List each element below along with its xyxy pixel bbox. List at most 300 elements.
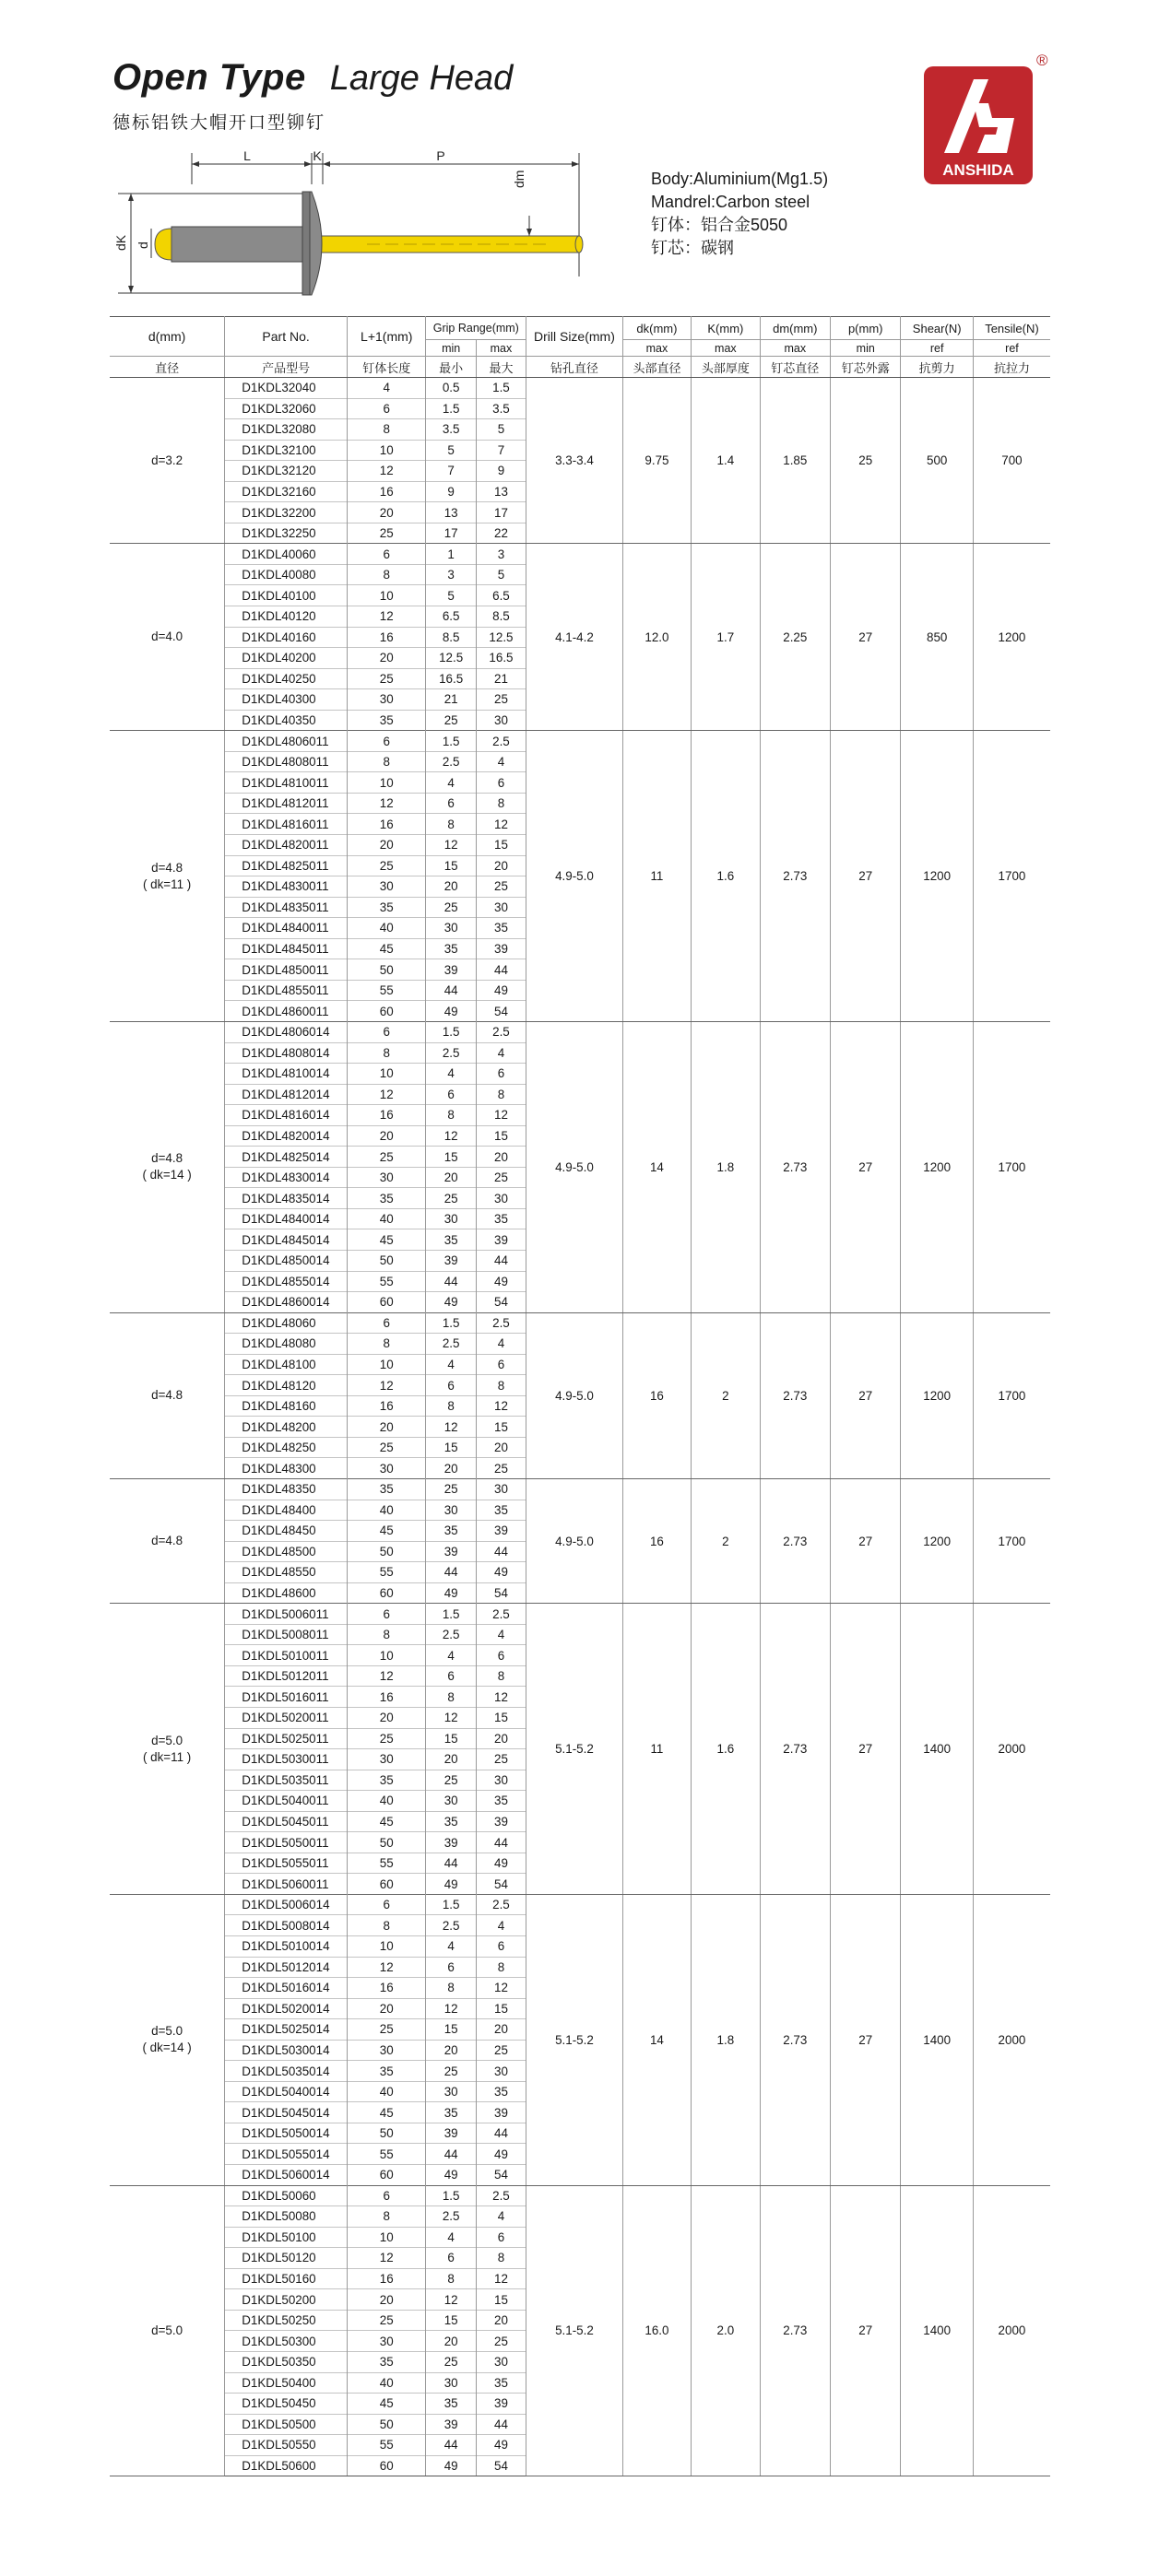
cell-part-no: D1KDL5006011 <box>225 1604 348 1625</box>
mandrel-tip <box>575 236 583 253</box>
cell-part-no: D1KDL50200 <box>225 2289 348 2311</box>
cell-k: 2 <box>692 1312 760 1478</box>
cell-grip-max: 8.5 <box>476 606 526 628</box>
cell-grip-min: 44 <box>426 1562 476 1583</box>
cell-grip-max: 54 <box>476 2455 526 2476</box>
cell-grip-min: 12 <box>426 1417 476 1438</box>
cell-length: 50 <box>347 1832 426 1853</box>
cell-dk: 16 <box>622 1478 691 1603</box>
cell-length: 10 <box>347 1064 426 1085</box>
cell-grip-min: 1.5 <box>426 1604 476 1625</box>
cell-length: 20 <box>347 1125 426 1147</box>
cell-length: 8 <box>347 419 426 441</box>
cell-part-no: D1KDL5060014 <box>225 2165 348 2186</box>
cell-grip-max: 35 <box>476 1791 526 1812</box>
cell-length: 8 <box>347 1624 426 1645</box>
cell-grip-min: 1.5 <box>426 2185 476 2206</box>
cell-grip-max: 54 <box>476 1001 526 1022</box>
cell-length: 35 <box>347 1188 426 1209</box>
cell-grip-min: 1.5 <box>426 1021 476 1042</box>
th-part-no: Part No. <box>225 317 348 357</box>
cell-dk: 16 <box>622 1312 691 1478</box>
cell-part-no: D1KDL5040011 <box>225 1791 348 1812</box>
cell-shear: 1200 <box>901 1312 973 1478</box>
cell-part-no: D1KDL5012011 <box>225 1665 348 1687</box>
cell-grip-min: 2.5 <box>426 1334 476 1355</box>
cell-p: 27 <box>831 1021 901 1312</box>
cell-part-no: D1KDL48200 <box>225 1417 348 1438</box>
cell-part-no: D1KDL40300 <box>225 689 348 711</box>
table-row <box>110 731 1050 752</box>
cell-grip-max: 15 <box>476 1125 526 1147</box>
cell-grip-max: 35 <box>476 1208 526 1229</box>
cell-part-no: D1KDL48500 <box>225 1541 348 1562</box>
label-dK: dK <box>113 234 128 251</box>
cell-grip-max: 49 <box>476 980 526 1001</box>
cell-grip-min: 2.5 <box>426 2206 476 2228</box>
cell-grip-max: 12 <box>476 2268 526 2289</box>
table-row <box>110 2185 1050 2206</box>
cell-grip-max: 30 <box>476 1188 526 1209</box>
cell-part-no: D1KDL4820014 <box>225 1125 348 1147</box>
cell-length: 16 <box>347 1395 426 1417</box>
cell-grip-max: 39 <box>476 1811 526 1832</box>
cell-grip-max: 39 <box>476 2102 526 2123</box>
spec-mandrel-cn: 钉芯：碳钢 <box>651 239 734 257</box>
cell-grip-min: 1.5 <box>426 1312 476 1334</box>
cell-grip-max: 20 <box>476 1147 526 1168</box>
cell-part-no: D1KDL4808011 <box>225 751 348 772</box>
cell-grip-min: 35 <box>426 1229 476 1251</box>
cell-grip-max: 20 <box>476 2019 526 2041</box>
cell-length: 20 <box>347 835 426 856</box>
title-main: Open Type <box>112 57 306 98</box>
th-cn-min: 最小 <box>426 357 476 378</box>
cell-k: 1.8 <box>692 1894 760 2185</box>
cell-grip-min: 39 <box>426 1832 476 1853</box>
cell-grip-min: 8 <box>426 1395 476 1417</box>
cell-grip-min: 25 <box>426 1770 476 1791</box>
th-dm-max: max <box>760 340 830 357</box>
table-row <box>110 1604 1050 1625</box>
cell-length: 6 <box>347 1021 426 1042</box>
cell-grip-max: 22 <box>476 523 526 544</box>
cell-grip-max: 5 <box>476 419 526 441</box>
cell-part-no: D1KDL5050011 <box>225 1832 348 1853</box>
cell-grip-min: 44 <box>426 2435 476 2456</box>
cell-grip-max: 6 <box>476 1354 526 1375</box>
cell-length: 8 <box>347 564 426 585</box>
cell-grip-min: 4 <box>426 1936 476 1958</box>
cell-grip-max: 12 <box>476 1687 526 1708</box>
cell-part-no: D1KDL4810014 <box>225 1064 348 1085</box>
cell-part-no: D1KDL40160 <box>225 627 348 648</box>
cell-part-no: D1KDL5045011 <box>225 1811 348 1832</box>
cell-grip-min: 30 <box>426 1500 476 1521</box>
cell-grip-min: 20 <box>426 1749 476 1770</box>
cell-shear: 500 <box>901 378 973 544</box>
cell-grip-max: 35 <box>476 1500 526 1521</box>
cell-grip-min: 35 <box>426 2394 476 2415</box>
cell-diameter: d=4.8 ( dk=11 ) <box>110 731 225 1022</box>
cell-length: 8 <box>347 2206 426 2228</box>
cell-part-no: D1KDL32060 <box>225 398 348 419</box>
cell-length: 16 <box>347 1978 426 1999</box>
cell-length: 60 <box>347 1292 426 1313</box>
cell-tensile: 1700 <box>973 1478 1050 1603</box>
cell-part-no: D1KDL4825011 <box>225 855 348 876</box>
cell-length: 6 <box>347 398 426 419</box>
cell-part-no: D1KDL4830014 <box>225 1167 348 1188</box>
cell-part-no: D1KDL50120 <box>225 2248 348 2269</box>
cell-tensile: 1200 <box>973 544 1050 731</box>
spec-body-cn: 钉体：铝合金5050 <box>651 216 788 234</box>
cell-grip-max: 20 <box>476 2310 526 2331</box>
cell-dm: 1.85 <box>760 378 830 544</box>
cell-length: 40 <box>347 918 426 939</box>
cell-part-no: D1KDL32160 <box>225 481 348 502</box>
cell-grip-min: 8 <box>426 1105 476 1126</box>
cell-grip-min: 12 <box>426 1125 476 1147</box>
cell-length: 40 <box>347 1208 426 1229</box>
cell-grip-min: 30 <box>426 1791 476 1812</box>
cell-grip-max: 6 <box>476 772 526 794</box>
spec-mandrel: Mandrel:Carbon steel <box>651 193 810 211</box>
cell-k: 1.8 <box>692 1021 760 1312</box>
cell-length: 20 <box>347 648 426 669</box>
cell-grip-min: 2.5 <box>426 1915 476 1936</box>
cell-grip-max: 15 <box>476 1998 526 2019</box>
th-cn-max: 最大 <box>476 357 526 378</box>
cell-part-no: D1KDL50350 <box>225 2351 348 2372</box>
cell-grip-min: 8 <box>426 1687 476 1708</box>
cell-grip-max: 15 <box>476 2289 526 2311</box>
cell-grip-min: 5 <box>426 440 476 461</box>
cell-part-no: D1KDL5008011 <box>225 1624 348 1645</box>
cell-grip-max: 35 <box>476 2372 526 2394</box>
cell-diameter: d=4.8 ( dk=14 ) <box>110 1021 225 1312</box>
cell-grip-min: 6 <box>426 793 476 814</box>
cell-part-no: D1KDL48600 <box>225 1582 348 1604</box>
cell-grip-min: 15 <box>426 2310 476 2331</box>
cell-length: 30 <box>347 1458 426 1479</box>
th-p-min: min <box>831 340 901 357</box>
cell-length: 40 <box>347 2372 426 2394</box>
cell-grip-min: 25 <box>426 897 476 918</box>
cell-grip-max: 8 <box>476 1957 526 1978</box>
th-cn-k: 头部厚度 <box>692 357 760 378</box>
cell-grip-min: 0.5 <box>426 378 476 399</box>
cell-grip-min: 35 <box>426 1521 476 1542</box>
cell-part-no: D1KDL48350 <box>225 1478 348 1500</box>
cell-grip-min: 3 <box>426 564 476 585</box>
cell-length: 20 <box>347 1708 426 1729</box>
cell-length: 55 <box>347 2435 426 2456</box>
cell-dm: 2.25 <box>760 544 830 731</box>
cell-shear: 1200 <box>901 731 973 1022</box>
cell-grip-max: 4 <box>476 751 526 772</box>
cell-grip-max: 6.5 <box>476 585 526 606</box>
cell-grip-max: 30 <box>476 1478 526 1500</box>
cell-grip-max: 25 <box>476 2040 526 2061</box>
cell-dm: 2.73 <box>760 1478 830 1603</box>
cell-length: 25 <box>347 2019 426 2041</box>
rivet-body <box>171 227 312 262</box>
th-dm: dm(mm) <box>760 317 830 340</box>
cell-length: 16 <box>347 1687 426 1708</box>
cell-tensile: 700 <box>973 378 1050 544</box>
cell-grip-max: 49 <box>476 2144 526 2165</box>
cell-length: 35 <box>347 897 426 918</box>
cell-length: 12 <box>347 1375 426 1396</box>
cell-grip-max: 12 <box>476 1105 526 1126</box>
cell-length: 25 <box>347 855 426 876</box>
th-cn-shear: 抗剪力 <box>901 357 973 378</box>
cell-part-no: D1KDL5010014 <box>225 1936 348 1958</box>
cell-grip-min: 49 <box>426 1292 476 1313</box>
cell-length: 12 <box>347 793 426 814</box>
cell-part-no: D1KDL50550 <box>225 2435 348 2456</box>
cell-shear: 1200 <box>901 1021 973 1312</box>
cell-part-no: D1KDL32100 <box>225 440 348 461</box>
cell-grip-max: 49 <box>476 1853 526 1874</box>
cell-part-no: D1KDL5020014 <box>225 1998 348 2019</box>
cell-length: 45 <box>347 1811 426 1832</box>
cell-length: 45 <box>347 1229 426 1251</box>
cell-part-no: D1KDL50600 <box>225 2455 348 2476</box>
cell-part-no: D1KDL48080 <box>225 1334 348 1355</box>
cell-length: 16 <box>347 814 426 835</box>
cell-grip-max: 25 <box>476 2331 526 2352</box>
cell-part-no: D1KDL4806014 <box>225 1021 348 1042</box>
cell-part-no: D1KDL48160 <box>225 1395 348 1417</box>
table-row <box>110 1894 1050 1915</box>
cell-grip-max: 4 <box>476 1334 526 1355</box>
cell-grip-max: 8 <box>476 2248 526 2269</box>
cell-tensile: 1700 <box>973 1312 1050 1478</box>
cell-length: 20 <box>347 2289 426 2311</box>
cell-dk: 16.0 <box>622 2185 691 2476</box>
cell-tensile: 2000 <box>973 1604 1050 1895</box>
cell-grip-max: 3 <box>476 544 526 565</box>
cell-grip-max: 2.5 <box>476 1894 526 1915</box>
cell-dm: 2.73 <box>760 1312 830 1478</box>
th-cn-dm: 钉芯直径 <box>760 357 830 378</box>
cell-length: 30 <box>347 1749 426 1770</box>
th-grip-range: Grip Range(mm) <box>426 317 526 340</box>
cell-grip-min: 1 <box>426 544 476 565</box>
cell-drill-size: 4.9-5.0 <box>526 731 623 1022</box>
cell-diameter: d=4.8 <box>110 1312 225 1478</box>
cell-part-no: D1KDL5025014 <box>225 2019 348 2041</box>
cell-grip-max: 4 <box>476 1915 526 1936</box>
cell-part-no: D1KDL5006014 <box>225 1894 348 1915</box>
cell-length: 50 <box>347 1250 426 1271</box>
cell-grip-min: 21 <box>426 689 476 711</box>
cell-length: 12 <box>347 1084 426 1105</box>
cell-grip-min: 44 <box>426 980 476 1001</box>
cell-length: 16 <box>347 481 426 502</box>
cell-grip-min: 2.5 <box>426 1042 476 1064</box>
mandrel-head <box>155 229 171 260</box>
cell-grip-min: 30 <box>426 2081 476 2102</box>
cell-grip-min: 4 <box>426 1064 476 1085</box>
cell-part-no: D1KDL32080 <box>225 419 348 441</box>
cell-drill-size: 4.9-5.0 <box>526 1312 623 1478</box>
cell-shear: 1400 <box>901 1604 973 1895</box>
cell-grip-max: 35 <box>476 918 526 939</box>
th-cn-length: 钉体长度 <box>347 357 426 378</box>
cell-grip-min: 39 <box>426 959 476 981</box>
cell-grip-max: 17 <box>476 502 526 523</box>
cell-grip-min: 39 <box>426 1250 476 1271</box>
cell-shear: 1400 <box>901 1894 973 2185</box>
cell-length: 30 <box>347 2331 426 2352</box>
cell-drill-size: 5.1-5.2 <box>526 1604 623 1895</box>
cell-grip-max: 30 <box>476 1770 526 1791</box>
cell-grip-min: 4 <box>426 772 476 794</box>
cell-part-no: D1KDL5016011 <box>225 1687 348 1708</box>
cell-shear: 850 <box>901 544 973 731</box>
cell-grip-min: 44 <box>426 1853 476 1874</box>
cell-grip-min: 15 <box>426 1437 476 1458</box>
cell-length: 40 <box>347 2081 426 2102</box>
cell-length: 25 <box>347 523 426 544</box>
cell-length: 55 <box>347 1562 426 1583</box>
cell-length: 55 <box>347 1853 426 1874</box>
cell-part-no: D1KDL5035014 <box>225 2061 348 2082</box>
cell-grip-min: 25 <box>426 2351 476 2372</box>
cell-diameter: d=4.0 <box>110 544 225 731</box>
cell-grip-min: 12 <box>426 835 476 856</box>
cell-grip-min: 49 <box>426 1001 476 1022</box>
cell-grip-min: 16.5 <box>426 668 476 689</box>
cell-grip-max: 8 <box>476 1375 526 1396</box>
cell-part-no: D1KDL4845014 <box>225 1229 348 1251</box>
cell-length: 25 <box>347 1147 426 1168</box>
cell-grip-max: 8 <box>476 1084 526 1105</box>
cell-grip-min: 49 <box>426 1582 476 1604</box>
th-grip-min: min <box>426 340 476 357</box>
cell-part-no: D1KDL32120 <box>225 461 348 482</box>
th-cn-tensile: 抗拉力 <box>973 357 1050 378</box>
cell-part-no: D1KDL4835014 <box>225 1188 348 1209</box>
cell-grip-min: 49 <box>426 2165 476 2186</box>
cell-grip-min: 1.5 <box>426 1894 476 1915</box>
cell-grip-max: 39 <box>476 1521 526 1542</box>
cell-grip-min: 15 <box>426 1147 476 1168</box>
cell-grip-max: 30 <box>476 897 526 918</box>
anshida-logo <box>924 66 1033 184</box>
cell-grip-max: 35 <box>476 2081 526 2102</box>
cell-part-no: D1KDL48550 <box>225 1562 348 1583</box>
cell-grip-min: 12 <box>426 1998 476 2019</box>
cell-grip-min: 35 <box>426 938 476 959</box>
cell-length: 55 <box>347 1271 426 1292</box>
page-title <box>112 57 513 99</box>
cell-length: 12 <box>347 1665 426 1687</box>
cell-part-no: D1KDL5030011 <box>225 1749 348 1770</box>
cell-length: 20 <box>347 1998 426 2019</box>
cell-length: 60 <box>347 2455 426 2476</box>
cell-grip-max: 12.5 <box>476 627 526 648</box>
cell-grip-max: 20 <box>476 1728 526 1749</box>
th-d: d(mm) <box>110 317 225 357</box>
cell-grip-max: 39 <box>476 938 526 959</box>
th-grip-max: max <box>476 340 526 357</box>
cell-grip-max: 44 <box>476 1250 526 1271</box>
cell-length: 8 <box>347 1334 426 1355</box>
cell-diameter: d=5.0 ( dk=11 ) <box>110 1604 225 1895</box>
cell-grip-max: 44 <box>476 2414 526 2435</box>
cell-grip-max: 2.5 <box>476 1021 526 1042</box>
th-p: p(mm) <box>831 317 901 340</box>
cell-part-no: D1KDL50500 <box>225 2414 348 2435</box>
cell-part-no: D1KDL50060 <box>225 2185 348 2206</box>
cell-grip-min: 3.5 <box>426 419 476 441</box>
cell-grip-max: 1.5 <box>476 378 526 399</box>
cell-grip-min: 30 <box>426 918 476 939</box>
cell-grip-max: 30 <box>476 2061 526 2082</box>
cell-length: 12 <box>347 606 426 628</box>
cell-grip-max: 2.5 <box>476 2185 526 2206</box>
cell-length: 50 <box>347 959 426 981</box>
cell-grip-max: 13 <box>476 481 526 502</box>
cell-tensile: 1700 <box>973 731 1050 1022</box>
th-cn-part: 产品型号 <box>225 357 348 378</box>
cell-p: 27 <box>831 1478 901 1603</box>
cell-grip-max: 49 <box>476 1271 526 1292</box>
cell-diameter: d=5.0 <box>110 2185 225 2476</box>
th-k-max: max <box>692 340 760 357</box>
th-dk-max: max <box>622 340 691 357</box>
label-P: P <box>436 148 445 163</box>
cell-length: 25 <box>347 1437 426 1458</box>
cell-grip-min: 5 <box>426 585 476 606</box>
cell-length: 6 <box>347 2185 426 2206</box>
cell-grip-max: 25 <box>476 1749 526 1770</box>
cell-length: 20 <box>347 1417 426 1438</box>
th-cn-dk: 头部直径 <box>622 357 691 378</box>
cell-grip-min: 8 <box>426 1978 476 1999</box>
cell-length: 6 <box>347 1604 426 1625</box>
cell-grip-max: 54 <box>476 1874 526 1895</box>
spec-body: Body:Aluminium(Mg1.5) <box>651 170 829 188</box>
cell-tensile: 2000 <box>973 1894 1050 2185</box>
cell-part-no: D1KDL40060 <box>225 544 348 565</box>
cell-grip-min: 6 <box>426 1084 476 1105</box>
cell-grip-min: 20 <box>426 2040 476 2061</box>
cell-grip-min: 12.5 <box>426 648 476 669</box>
cell-length: 45 <box>347 1521 426 1542</box>
cell-dm: 2.73 <box>760 1021 830 1312</box>
cell-part-no: D1KDL4812014 <box>225 1084 348 1105</box>
cell-grip-min: 2.5 <box>426 751 476 772</box>
cell-part-no: D1KDL5025011 <box>225 1728 348 1749</box>
cell-part-no: D1KDL48100 <box>225 1354 348 1375</box>
cell-dk: 9.75 <box>622 378 691 544</box>
cell-tensile: 2000 <box>973 2185 1050 2476</box>
cell-part-no: D1KDL40350 <box>225 710 348 731</box>
cell-part-no: D1KDL4820011 <box>225 835 348 856</box>
cell-drill-size: 5.1-5.2 <box>526 2185 623 2476</box>
cell-part-no: D1KDL5035011 <box>225 1770 348 1791</box>
cell-length: 4 <box>347 378 426 399</box>
cell-grip-min: 20 <box>426 876 476 898</box>
cell-length: 10 <box>347 585 426 606</box>
cell-grip-max: 4 <box>476 1624 526 1645</box>
cell-part-no: D1KDL40120 <box>225 606 348 628</box>
